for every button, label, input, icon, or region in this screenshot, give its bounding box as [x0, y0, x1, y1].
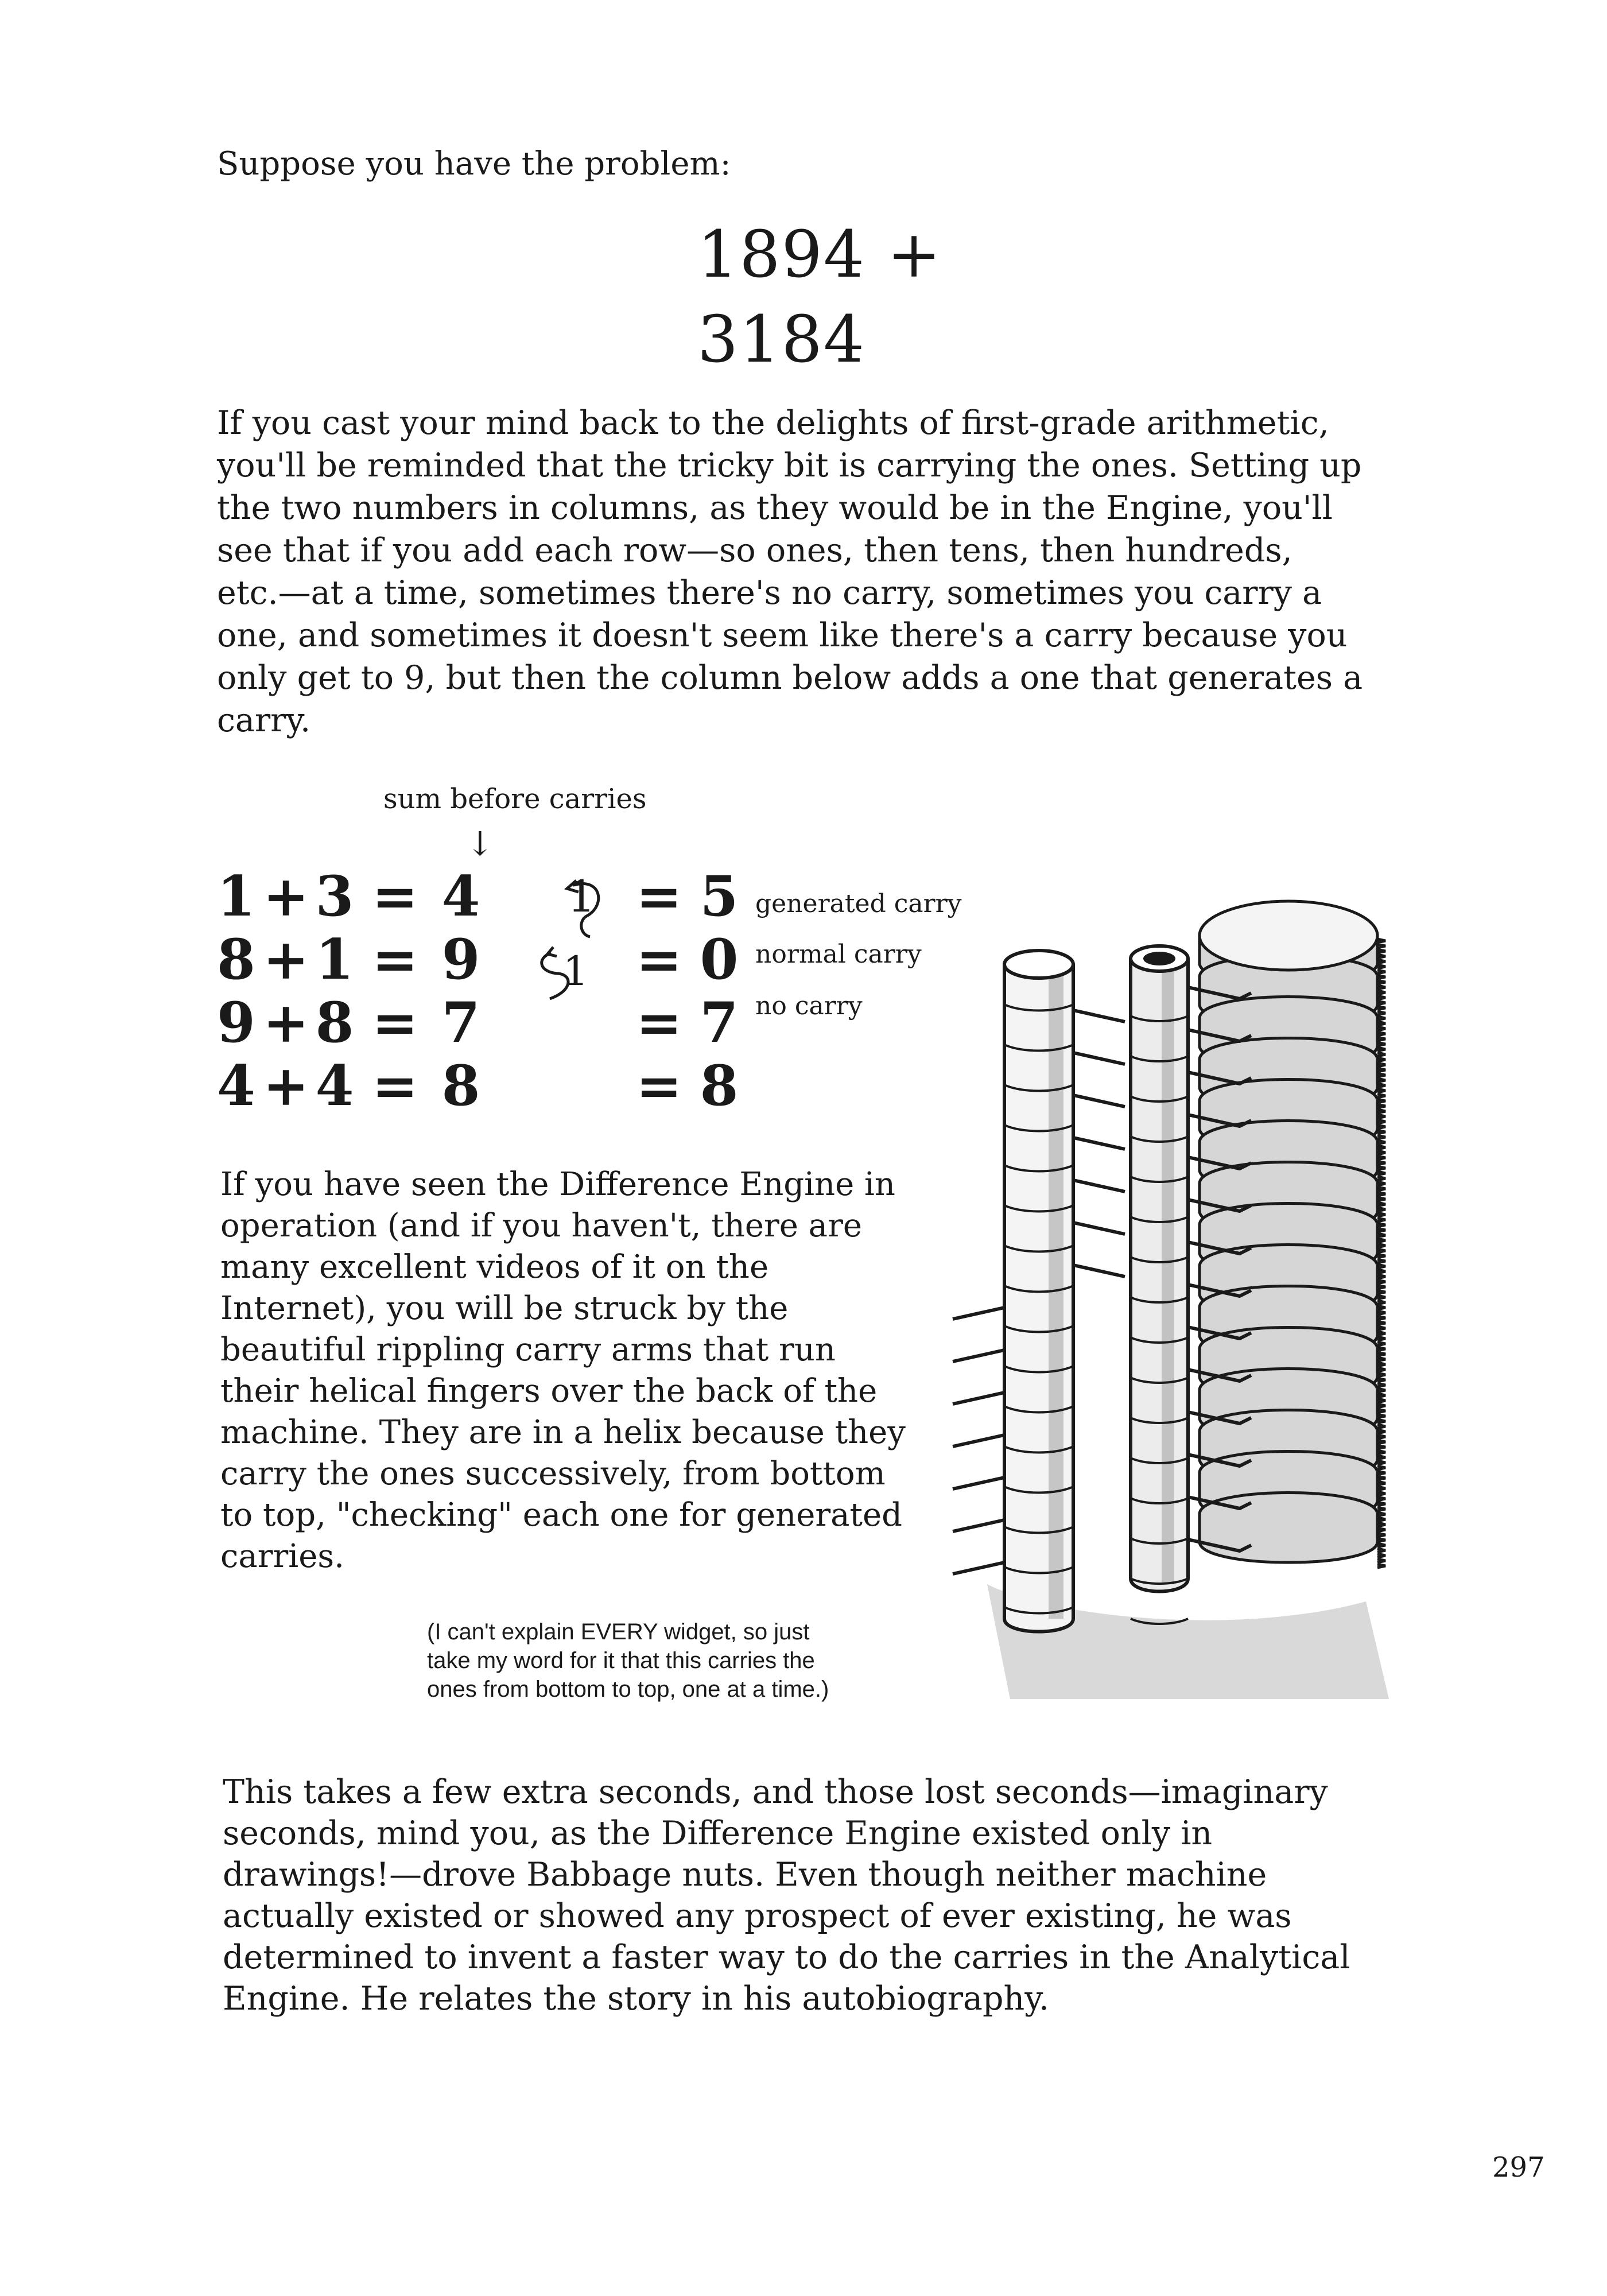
carry-mechanism-illustration — [941, 872, 1389, 1699]
paragraph-line: If you cast your mind back to the delights of first-grade arithmetic, — [217, 404, 1329, 442]
carry-digit: 1 — [567, 871, 596, 922]
paragraph-line: seconds, mind you, as the Difference Engine existed only in — [223, 1814, 1213, 1852]
equals-sign: = — [372, 1053, 418, 1118]
paragraph-line: see that if you add each row—so ones, then tens, then hundreds, — [217, 532, 1292, 569]
paragraph-line: carry the ones successively, from bottom — [220, 1455, 886, 1492]
carry-finger — [1073, 1223, 1125, 1234]
equals-sign: = — [636, 864, 682, 929]
paragraph-line: drawings!—drove Babbage nuts. Even though neither machine — [223, 1856, 1267, 1894]
partial-sum: 4 — [441, 864, 480, 929]
paragraph-line: This takes a few extra seconds, and those lost seconds—imaginary — [223, 1773, 1328, 1811]
digit-wheel — [1200, 1493, 1377, 1563]
plus-sign: + — [263, 927, 309, 992]
paragraph-line: one, and sometimes it doesn't seem like there's a carry because you — [217, 616, 1348, 654]
addend-b: 8 — [315, 990, 354, 1055]
paragraph-line: to top, "checking" each one for generated — [220, 1496, 903, 1534]
result-digit: 5 — [700, 864, 739, 929]
intro-text: Suppose you have the problem: — [217, 145, 731, 183]
paragraph-line: you'll be reminded that the tricky bit is carrying the ones. Setting up — [217, 447, 1362, 484]
plus-sign: + — [263, 864, 309, 929]
annotation-normal-carry: normal carry — [755, 940, 922, 969]
carry-finger — [1073, 1095, 1125, 1107]
top-wheel — [1200, 901, 1377, 970]
carry-finger — [953, 1562, 1004, 1574]
result-digit: 0 — [700, 927, 739, 992]
paragraph-line: their helical fingers over the back of the — [220, 1372, 878, 1410]
paragraph-carrying — [217, 402, 1411, 742]
carry-finger — [1073, 1138, 1125, 1149]
paragraph-line: only get to 9, but then the column below adds a one that generates a — [217, 659, 1363, 697]
paragraph-line: operation (and if you haven't, there are — [220, 1207, 862, 1244]
equals-sign: = — [636, 927, 682, 992]
result-digit: 8 — [700, 1053, 739, 1118]
partial-sum: 7 — [441, 990, 480, 1055]
paragraph-difference-engine — [220, 1164, 949, 1577]
sum-before-carries-label: sum before carries — [383, 783, 647, 815]
note-line: (I can't explain EVERY widget, so just — [427, 1619, 810, 1645]
paragraph-babbage — [223, 1771, 1416, 2019]
addition-problem — [697, 212, 942, 382]
problem-line-2: 3184 — [697, 302, 866, 377]
carry-digit: 1 — [562, 948, 589, 995]
paragraph-line: determined to invent a faster way to do the carries in the Analytical — [223, 1938, 1350, 1976]
addend-b: 4 — [315, 1053, 354, 1118]
equals-sign: = — [636, 1053, 682, 1118]
carry-finger — [953, 1477, 1004, 1489]
carry-finger — [1073, 1053, 1125, 1064]
addend-a: 1 — [217, 864, 255, 929]
carry-finger — [953, 1435, 1004, 1446]
paragraph-line: the two numbers in columns, as they would be in the Engine, you'll — [217, 489, 1333, 527]
paragraph-line: If you have seen the Difference Engine in — [220, 1166, 895, 1203]
equals-sign: = — [372, 990, 418, 1055]
annotation-no-carry: no carry — [755, 991, 863, 1021]
page-number: 297 — [1492, 2151, 1545, 2183]
paragraph-line: etc.—at a time, sometimes there's no carry, sometimes you carry a — [217, 574, 1322, 612]
arrow-down-icon: ↓ — [466, 824, 494, 863]
paragraph-line: carry. — [217, 701, 311, 739]
addend-a: 4 — [217, 1053, 255, 1118]
equals-sign: = — [372, 927, 418, 992]
addend-b: 1 — [315, 927, 354, 992]
addend-a: 8 — [217, 927, 255, 992]
paragraph-line: Engine. He relates the story in his autobiography. — [223, 1980, 1049, 2018]
note-line: ones from bottom to top, one at a time.) — [427, 1677, 829, 1702]
addend-b: 3 — [315, 864, 354, 929]
paragraph-line: Internet), you will be struck by the — [220, 1290, 789, 1327]
wheel-teeth — [1377, 1518, 1385, 1568]
paragraph-line: beautiful rippling carry arms that run — [220, 1331, 836, 1368]
partial-sum: 8 — [441, 1053, 480, 1118]
carry-diagram — [217, 866, 963, 1118]
plus-sign: + — [263, 1053, 309, 1118]
paragraph-line: machine. They are in a helix because they — [220, 1414, 906, 1451]
carry-finger — [1073, 1010, 1125, 1022]
paragraph-line: actually existed or showed any prospect of ever existing, he was — [223, 1897, 1292, 1935]
plus-sign: + — [263, 990, 309, 1055]
carry-finger — [1073, 1180, 1125, 1192]
carry-finger — [1073, 1265, 1125, 1277]
paragraph-line: carries. — [220, 1538, 344, 1575]
problem-line-1: 1894 + — [697, 218, 942, 292]
paragraph-line: many excellent videos of it on the — [220, 1248, 769, 1286]
partial-sum: 9 — [441, 927, 480, 992]
addend-a: 9 — [217, 990, 255, 1055]
carry-finger — [953, 1520, 1004, 1531]
annotation-generated-carry: generated carry — [755, 889, 962, 918]
equals-sign: = — [636, 990, 682, 1055]
diagram-row — [217, 1055, 963, 1117]
carry-finger — [953, 1308, 1004, 1319]
carry-finger — [953, 1393, 1004, 1404]
note-line: take my word for it that this carries the — [427, 1648, 815, 1673]
result-digit: 7 — [700, 990, 739, 1055]
carry-finger — [953, 1350, 1004, 1362]
carry-arrows-icon — [538, 866, 711, 1061]
aside-note — [427, 1618, 944, 1704]
equals-sign: = — [372, 864, 418, 929]
